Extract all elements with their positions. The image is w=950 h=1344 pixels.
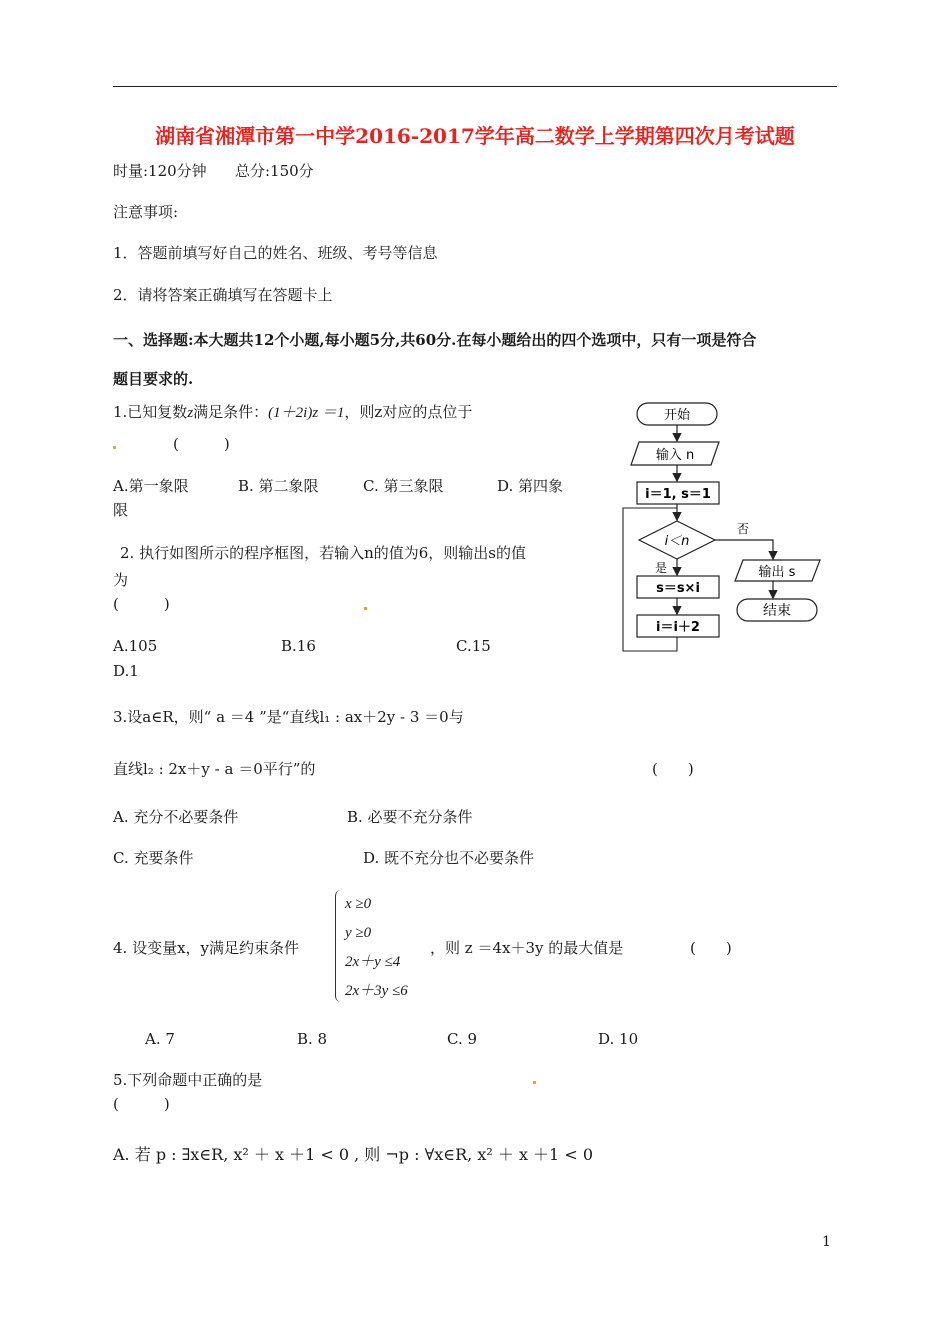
q5-option-a: A. 若 p : ∃x∈R, x² ＋ x ＋1 < 0 , 则 ¬p : ∀x∈R, x² ＋ x ＋1 < 0 [113,1145,593,1164]
q2-option-b: B.16 [281,637,316,655]
q3-option-d: D. 既不充分也不必要条件 [363,849,535,867]
section-heading-line2: 题目要求的. [113,370,194,388]
q1-paren: ( ) [173,435,230,453]
artifact-dot [113,446,116,449]
flow-inc-label: i＝i＋2 [656,620,700,635]
q5-paren: ( ) [113,1095,170,1113]
q3-paren: ( ) [652,760,694,778]
notice-item-2: 2．请将答案正确填写在答题卡上 [113,286,333,304]
exam-time: 时量:120分钟 [113,162,207,180]
notice-heading: 注意事项: [113,203,179,221]
page-number: 1 [822,1234,831,1250]
flow-yes-label: 是 [655,561,668,575]
q2-option-c: C.15 [456,637,491,655]
flow-end-label: 结束 [763,603,791,619]
flow-body-label: s＝s×i [656,581,700,596]
flow-init-label: i＝1, s＝1 [645,487,711,502]
page-title: 湖南省湘潭市第一中学2016-2017学年高二数学上学期第四次月考试题 [155,124,795,148]
flow-output-label: 输出 s [758,565,796,580]
q4-option-b: B. 8 [297,1030,328,1048]
q3-stem-line1: 3.设a∈R，则“ a ＝4 ”是“直线l₁ : ax＋2y - 3 ＝0与 [113,708,464,726]
artifact-dot [533,1081,536,1084]
q4-constraint-brace [335,890,344,1002]
q3-option-a: A. 充分不必要条件 [113,808,239,826]
q3-option-c: C. 充要条件 [113,849,194,867]
q4-stem: 4. 设变量x，y满足约束条件 [113,939,300,957]
q5-stem: 5.下列命题中正确的是 [113,1071,263,1089]
q2-option-d: D.1 [113,662,139,680]
q4-option-c: C. 9 [447,1030,478,1048]
q4-constraint-1: x ≥0 [345,896,372,912]
q4-constraint-4: 2x＋3y ≤6 [345,983,408,999]
flow-arrow-no [715,540,773,558]
flow-input-label: 输入 n [655,448,695,463]
q1-option-c: C. 第三象限 [363,477,444,495]
q3-stem-line2: 直线l₂ : 2x＋y - a ＝0平行”的 [113,760,316,778]
flow-no-label: 否 [737,522,750,536]
artifact-dot [364,607,367,610]
program-flowchart [615,395,840,657]
q2-paren: ( ) [113,595,170,613]
section-heading-line1: 一、选择题:本大题共12个小题,每小题5分,共60分.在每小题给出的四个选项中，只有一项是符合 [113,331,757,349]
q3-option-b: B. 必要不充分条件 [347,808,473,826]
q4-option-d: D. 10 [598,1030,639,1048]
q4-paren: ( ) [690,939,732,957]
q1-option-b: B. 第二象限 [238,477,319,495]
q2-stem-line2: 为 [113,571,129,589]
q1-stem-mid: 满足条件： [193,403,269,421]
q1-equation: (1＋2i)z ＝1 [268,405,345,421]
q1-option-d-tail: 限 [113,501,129,519]
notice-item-1: 1．答题前填写好自己的姓名、班级、考号等信息 [113,244,438,262]
q1-stem-pre: 1.已知复数 [113,403,188,421]
flow-start-label: 开始 [663,408,691,423]
q4-constraint-2: y ≥0 [345,925,372,941]
q4-tail: ，则 z ＝4x＋3y 的最大值是 [430,939,624,957]
q1-z: z [187,405,194,421]
q2-option-a: A.105 [113,637,158,655]
q1-stem-post: ，则z对应的点位于 [344,403,473,421]
header-rule [113,86,837,87]
q1-option-d: D. 第四象 [497,477,564,495]
q4-option-a: A. 7 [145,1030,175,1048]
q4-constraint-3: 2x＋y ≤4 [345,954,401,970]
q1-stem [113,402,472,423]
exam-total: 总分:150分 [235,162,314,180]
q2-stem-line1: 2. 执行如图所示的程序框图，若输入n的值为6，则输出s的值 [120,544,526,562]
flow-condition-label: i＜n [664,534,690,549]
q1-option-a: A.第一象限 [113,477,189,495]
